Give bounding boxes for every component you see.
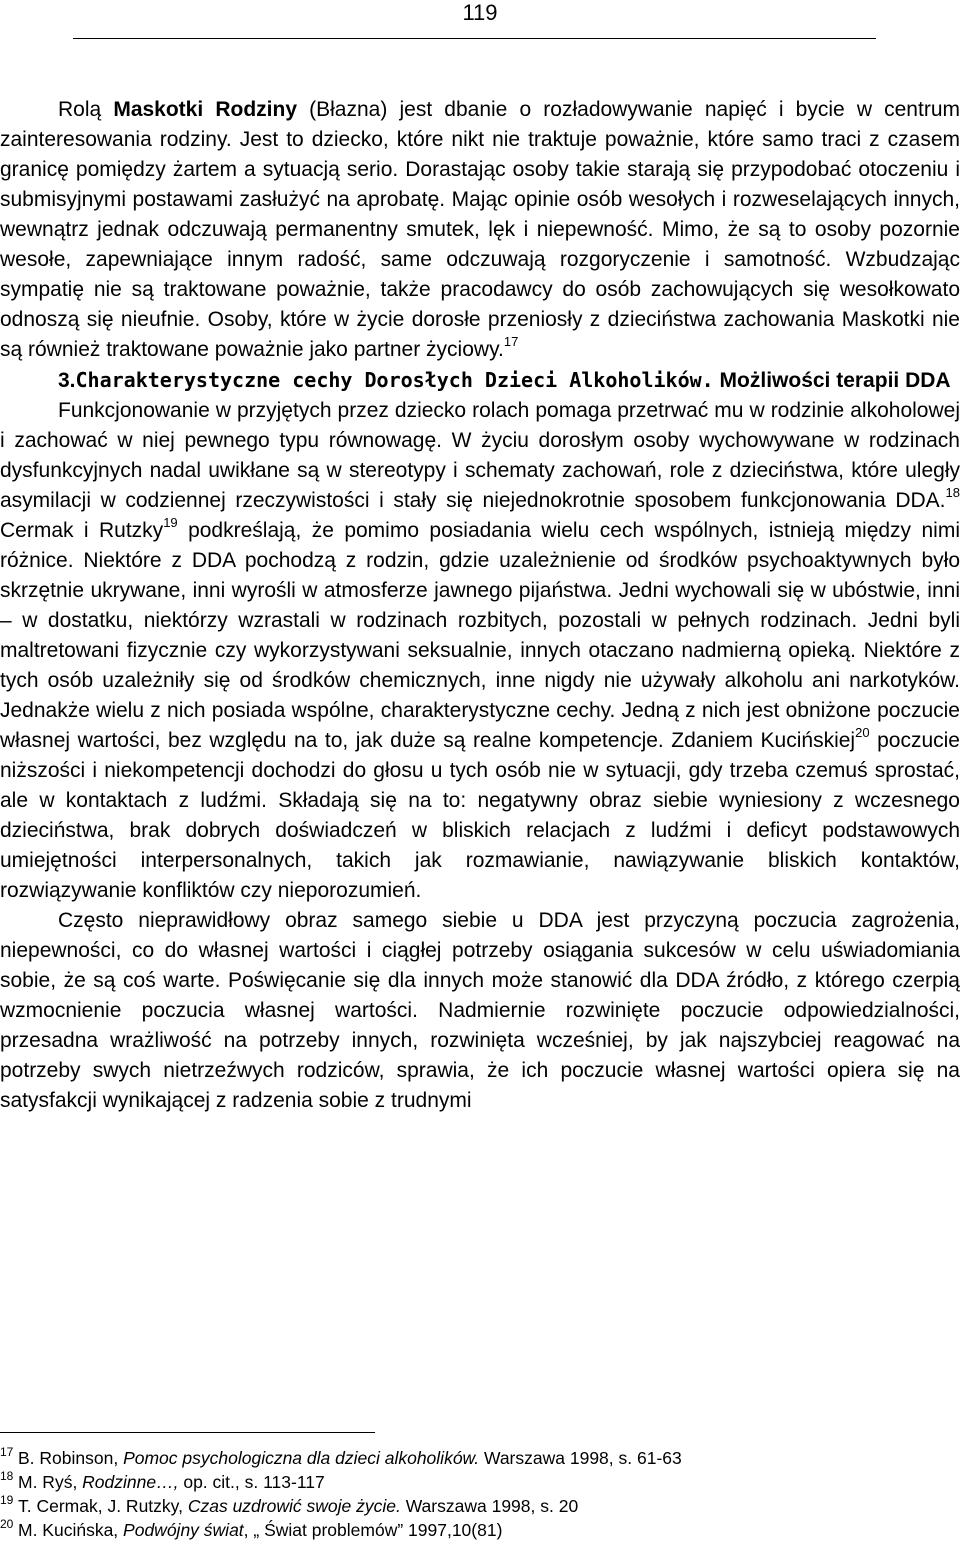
footnotes (0, 1446, 960, 1542)
paragraph-text: poczucie niższości i niekompetencji dochodzi do głosu u tych osób nie w sytuacji, gdy trzeba czemuś sprostać, ale w kontaktach z ludźmi. Składają się na to: negatywny obraz siebie wyniesiony z wczesnego dzieciństwa, brak dobrych doświadczeń w bliskich relacjach z ludźmi i deficyt podstawowych umiejętności interpersonalnych, takich jak rozmawianie, nawiązywanie bliskich kontaktów, rozwiązywanie konfliktów czy nieporozumień. (0, 729, 960, 902)
footnote-source: Warszawa 1998, s. 20 (400, 1496, 579, 1516)
footnote-ref-19: 19 (163, 515, 178, 530)
footnote-item: $^{20}$ M. Kucińska, Podwójny świat, „ Świat problemów” 1997,10(81) (0, 1517, 503, 1540)
footnote-author: M. Kucińska, (18, 1520, 124, 1540)
paragraph-lead: Rolą (58, 98, 114, 121)
paragraph-text: Cermak i Rutzky (0, 519, 164, 542)
footnote-source: , „ Świat problemów” 1997,10(81) (243, 1520, 503, 1540)
section-title-main: Charakterystyczne cechy Dorosłych Dzieci Alkoholików. (75, 368, 714, 392)
footnote-item: $^{19}$ T. Cermak, J. Rutzky, Czas uzdrowić swoje życie. Warszawa 1998, s. 20 (0, 1493, 579, 1516)
footnote-title: Czas uzdrowić swoje życie. (187, 1496, 401, 1516)
footnote-title: Rodzinne…, (82, 1472, 179, 1492)
footnote-author: M. Ryś, (18, 1472, 83, 1492)
role-name-bold: Maskotki Rodziny (113, 98, 297, 121)
footnote-item: $^{18}$ M. Ryś, Rodzinne…, op. cit., s. 113-117 (0, 1469, 325, 1492)
paragraph-text: podkreślają, że pomimo posiadania wielu cech wspólnych, istnieją między nimi różnice. Niektóre z DDA pochodzą z rodzin, gdzie uzależnienie od środków psychoaktywnych było skrzętnie ukrywane, inni wyrośli w atmosferze jawnego pijaństwa. Jedni wychowali się w ubóstwie, inni – w dostatku, niektórzy wzrastali w rodzinach rozbitych, pozostali w pełnych rodzinach. Jedni byli maltretowani fizycznie czy wykorzystywani seksualnie, innych otaczano nadmierną opieką. Niektóre z tych osób uzależniły się od środków chemicznych, inne nigdy nie używały alkoholu ani narkotyków. Jednakże wielu z nich posiada wspólne, charakterystyczne cechy. Jedną z nich jest obniżone poczucie własnej wartości, bez względu na to, jak duże są realne kompetencje. Zdaniem Kucińskiej (0, 519, 960, 752)
footnote-separator (0, 1432, 375, 1433)
header-rule (73, 38, 876, 39)
footnote-author: T. Cermak, J. Rutzky, (18, 1496, 188, 1516)
footnote-title: Podwójny świat (123, 1520, 244, 1540)
footnote-author: B. Robinson, (18, 1448, 124, 1468)
footnote-title: Pomoc psychologiczna dla dzieci alkoholików. (123, 1448, 480, 1468)
paragraph-funkcjonowanie (0, 396, 960, 906)
footnote-source: op. cit., s. 113-117 (178, 1472, 325, 1492)
paragraph-czesto: Często nieprawidłowy obraz samego siebie u DDA jest przyczyną poczucia zagrożenia, niepewności, co do własnej wartości i ciągłej potrzeby osiągania sukcesów w celu uświadomiania sobie, że są coś warte. Poświęcanie się dla innych może stanowić dla DDA źródło, z którego czerpią wzmocnienie poczucia własnej wartości. Nadmiernie rozwinięte poczucie odpowiedzialności, przesadna wrażliwość na potrzeby innych, rozwinięta wcześniej, by jak najszybciej reagować na potrzeby swych nietrzeźwych rodziców, sprawia, że ich poczucie własnej wartości opiera się na satysfakcji wynikającej z radzenia sobie z trudnymi (0, 909, 960, 1112)
footnote-ref-18: 18 (945, 485, 960, 500)
footnote-item: $^{17}$ B. Robinson, Pomoc psychologiczna dla dzieci alkoholików. Warszawa 1998, s. 61-63 (0, 1445, 682, 1468)
paragraph-text: Funkcjonowanie w przyjętych przez dziecko rolach pomaga przetrwać mu w rodzinie alkoholowej i zachować w niej pewnego typu równowagę. W życiu dorosłym osoby wychowywane w rodzinach dysfunkcyjnych nadal uwikłane są w stereotypy i schematy zachowań, role z dzieciństwa, które uległy asymilacji w codziennej rzeczywistości i stały się niejednokrotnie sposobem funkcjonowania DDA. (0, 399, 960, 512)
body-text (0, 95, 960, 1116)
page-number: 119 (462, 0, 498, 25)
paragraph-maskotka (0, 95, 960, 365)
footnote-ref-20: 20 (855, 725, 870, 740)
footnote-ref-17: 17 (503, 334, 519, 349)
section-heading (0, 365, 960, 396)
section-title-tail: Możliwości terapii DDA (713, 369, 951, 392)
footnote-source: Warszawa 1998, s. 61-63 (479, 1448, 682, 1468)
section-number: 3. (58, 369, 76, 392)
paragraph-text: (Błazna) jest dbanie o rozładowywanie napięć i bycie w centrum zainteresowania rodziny. Jest to dziecko, które nikt nie traktuje poważnie, które samo traci z czasem granicę pomiędzy żartem a sytuacją serio. Dorastając osoby takie starają się przypodobać otoczeniu i submisyjnymi postawami zasłużyć na aprobatę. Mając opinie osób wesołych i rozweselających innych, wewnątrz jednak odczuwają permanentny smutek, lęk i niepewność. Mimo, że są to osoby pozornie wesołe, zapewniające innym radość, same odczuwają rozgoryczenie i samotność. Wzbudzając sympatię nie są traktowane poważnie, także pracodawcy do osób zachowujących się wesołkowato odnoszą się nieufnie. Osoby, które w życie dorosłe przeniosły z dzieciństwa zachowania Maskotki nie są również traktowane poważnie jako partner życiowy. (0, 98, 960, 361)
